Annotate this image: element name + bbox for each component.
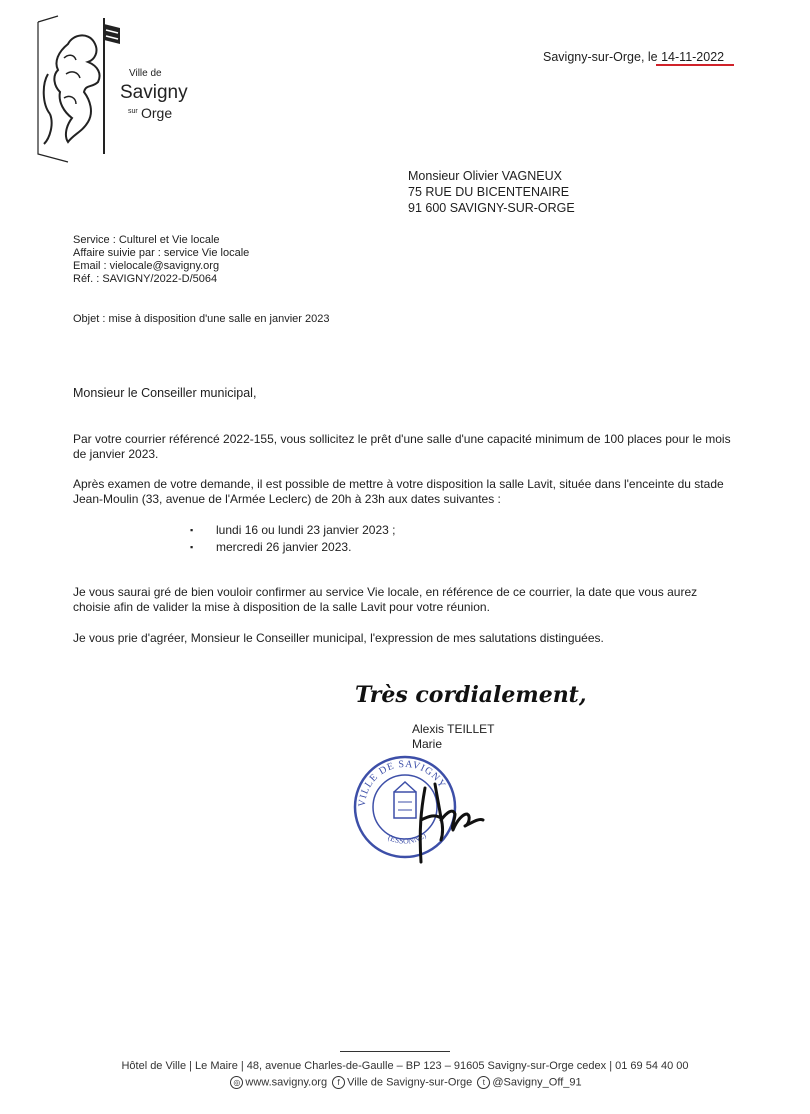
svg-text:Ville de: Ville de: [129, 68, 162, 79]
globe-icon: ◎: [230, 1076, 243, 1089]
website-link[interactable]: www.savigny.org: [245, 1076, 328, 1089]
paragraph-request: Par votre courrier référencé 2022-155, vous sollicitez le prêt d'une salle d'une capacité minimum de 100 places pour le mois de janvier 2023.: [73, 432, 731, 461]
signer-name: Alexis TEILLET: [412, 722, 495, 736]
footer-links: [0, 1076, 810, 1089]
signer-title: Marie: [412, 737, 443, 751]
affaire-line: Affaire suivie par : service Vie locale: [73, 247, 250, 259]
reference-line: Réf. : SAVIGNY/2022-D/5064: [73, 273, 218, 285]
email-line: Email : vielocale@savigny.org: [73, 260, 220, 272]
twitter-link[interactable]: @Savigny_Off_91: [492, 1076, 582, 1089]
twitter-icon: t: [477, 1076, 490, 1089]
subject-line: Objet : mise à disposition d'une salle en janvier 2023: [73, 313, 330, 325]
signer-block: [412, 722, 494, 752]
footer-divider: [340, 1051, 450, 1052]
footer-address: Hôtel de Ville | Le Maire | 48, avenue Charles-de-Gaulle – BP 123 – 91605 Savigny-sur-Orge cedex | 01 69 54 40 00: [121, 1060, 689, 1072]
svg-text:sur: sur: [128, 108, 138, 115]
facebook-icon: f: [332, 1076, 345, 1089]
place-and-date: Savigny-sur-Orge, le 14-11-2022: [543, 50, 725, 64]
list-item: ▪ mercredi 26 janvier 2023.: [190, 539, 395, 556]
facebook-link[interactable]: Ville de Savigny-sur-Orge: [347, 1076, 473, 1089]
city-logo: [28, 14, 198, 164]
svg-text:Orge: Orge: [141, 105, 173, 121]
recipient-city: 91 600 SAVIGNY-SUR-ORGE: [408, 201, 575, 215]
service-block: [73, 234, 249, 286]
recipient-street: 75 RUE DU BICENTENAIRE: [408, 185, 570, 199]
svg-text:(ESSONNE): (ESSONNE): [386, 830, 428, 846]
signature-mark: [395, 770, 495, 870]
paragraph-closing: Je vous prie d'agréer, Monsieur le Conseiller municipal, l'expression de mes salutations distinguées.: [73, 631, 604, 645]
handwritten-greeting: [355, 674, 625, 714]
dates-list: [190, 522, 395, 556]
svg-text:Très cordialement,: Très cordialement,: [355, 682, 587, 708]
service-line: Service : Culturel et Vie locale: [73, 234, 220, 246]
paragraph-confirmation: Je vous saurai gré de bien vouloir confirmer au service Vie locale, en référence de ce courrier, la date que vous aurez choisie afin de valider la mise à disposition de la salle Lavit pour votre réunion.: [73, 585, 698, 614]
salutation: Monsieur le Conseiller municipal,: [73, 386, 257, 400]
paragraph-availability: Après examen de votre demande, il est possible de mettre à votre disposition la salle Lavit, située dans l'enceinte du stade Jean-Moulin (33, avenue de l'Armée Leclerc) de 20h à 23h aux dates suivantes :: [73, 477, 724, 506]
list-item: ▪ lundi 16 ou lundi 23 janvier 2023 ;: [190, 522, 395, 539]
svg-text:VILLE DE SAVIGNY: VILLE DE SAVIGNY: [356, 758, 448, 808]
svg-text:Savigny: Savigny: [120, 82, 188, 103]
date-underline: [656, 64, 734, 66]
recipient-name: Monsieur Olivier VAGNEUX: [408, 169, 562, 183]
recipient-address: [408, 168, 575, 216]
